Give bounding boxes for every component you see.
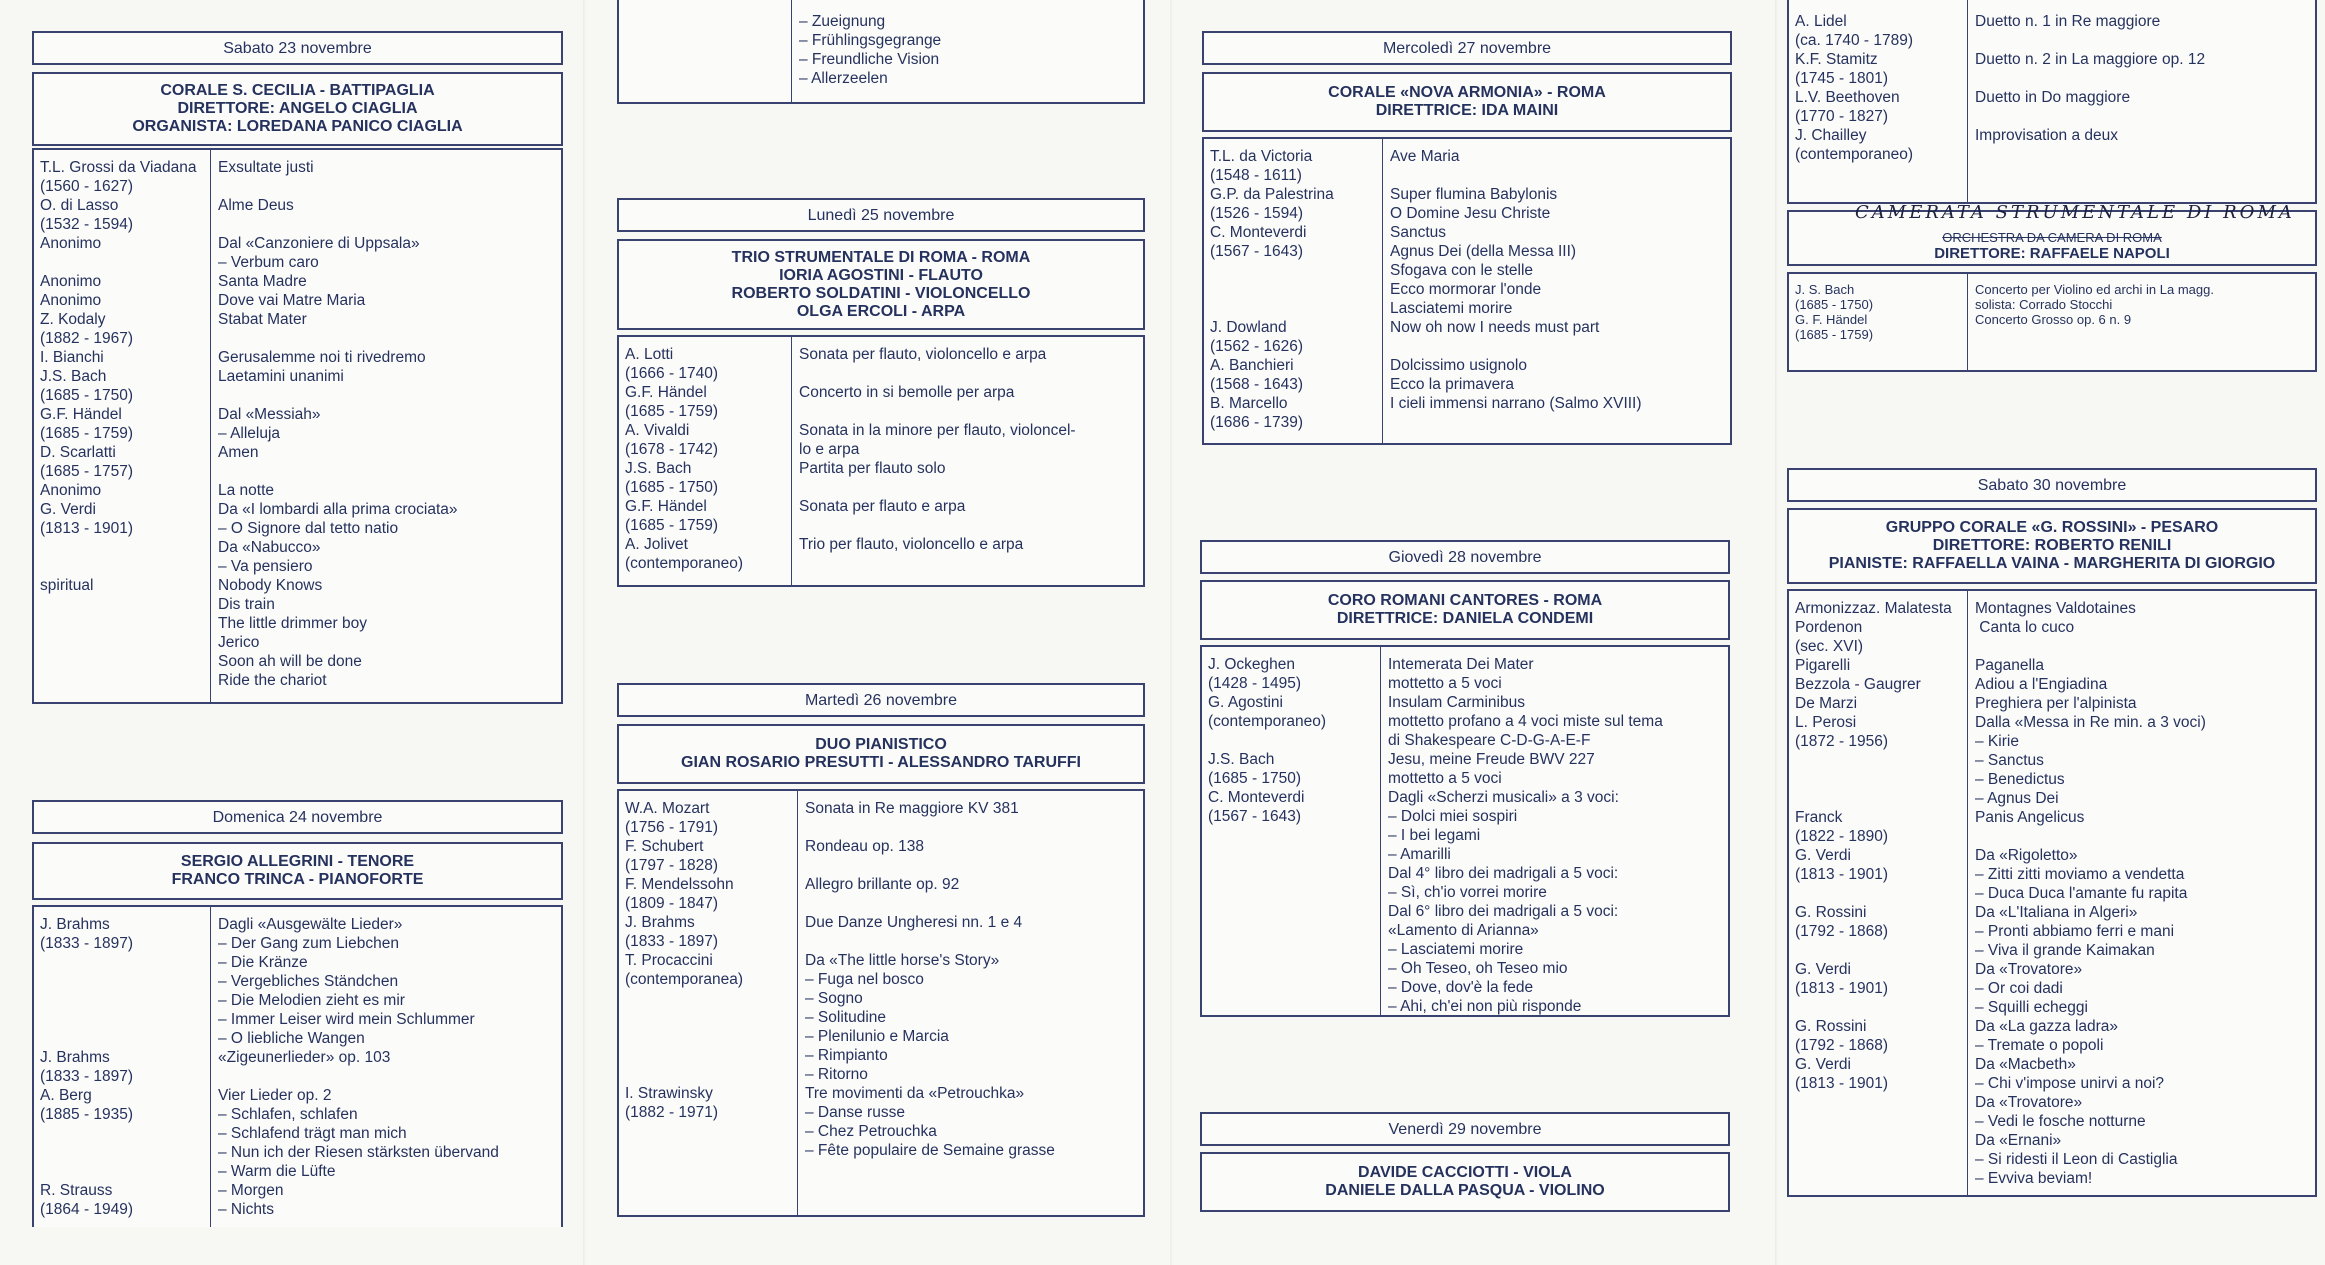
ensemble-header <box>32 72 563 146</box>
work-title: – Nun ich der Riesen stärksten übervand <box>218 1144 499 1161</box>
composer-name: G. Rossini <box>1795 904 1867 921</box>
composer-detail: (1882 - 1967) <box>40 330 134 347</box>
work-title: Vier Lieder op. 2 <box>218 1087 332 1104</box>
work-title: Dagli «Ausgewälte Lieder» <box>218 916 403 933</box>
composer-name: G. Verdi <box>40 501 96 518</box>
work-title: Panis Angelicus <box>1975 809 2085 826</box>
composer-detail: (1885 - 1935) <box>40 1106 134 1123</box>
work-title: – Tremate o popoli <box>1975 1037 2104 1054</box>
work-title: Alme Deus <box>218 197 294 214</box>
composer-name: G.P. da Palestrina <box>1210 186 1334 203</box>
composer-name: C. Monteverdi <box>1208 789 1305 806</box>
work-title: Improvisation a deux <box>1975 127 2119 144</box>
work-title: Jesu, meine Freude BWV 227 <box>1388 751 1595 768</box>
ensemble-line: DAVIDE CACCIOTTI - VIOLA <box>1358 1164 1572 1181</box>
work-title: Allegro brillante op. 92 <box>805 876 960 893</box>
column-divider <box>210 907 211 1227</box>
work-title: – Chez Petrouchka <box>805 1123 937 1140</box>
ensemble-line: CORO ROMANI CANTORES - ROMA <box>1327 592 1603 609</box>
column-divider <box>791 337 792 585</box>
composer-name: A. Lotti <box>625 346 674 363</box>
date-domenica-24: Domenica 24 novembre <box>32 800 563 834</box>
work-title: Dolcissimo usignolo <box>1390 357 1527 374</box>
program-table-continued <box>1787 0 2317 204</box>
composer-detail: (1822 - 1890) <box>1795 828 1889 845</box>
work-title: Dal 6° libro dei madrigali a 5 voci: <box>1388 903 1619 920</box>
composer-detail: (1567 - 1643) <box>1210 243 1304 260</box>
composer-detail: (1833 - 1897) <box>625 933 719 950</box>
program-table-continued <box>617 0 1145 104</box>
composer-detail: Pordenon <box>1795 619 1863 636</box>
composer-name: J. Chailley <box>1795 127 1867 144</box>
work-title: – Oh Teseo, oh Teseo mio <box>1388 960 1568 977</box>
composer-detail: (1548 - 1611) <box>1210 167 1302 184</box>
composer-detail: (1685 - 1750) <box>40 387 134 404</box>
composer-name: T. Procaccini <box>625 952 713 969</box>
work-title: Ride the chariot <box>218 672 327 689</box>
ensemble-line: ROBERTO SOLDATINI - VIOLONCELLO <box>731 284 1031 302</box>
composer-detail: (1562 - 1626) <box>1210 338 1304 355</box>
composer-name: R. Strauss <box>40 1182 113 1199</box>
column-divider <box>1967 591 1968 1195</box>
work-title: Da «Macbeth» <box>1975 1056 2076 1073</box>
work-title: – Schlafend trägt man mich <box>218 1125 407 1142</box>
composer-name: Franck <box>1795 809 1843 826</box>
program-table <box>1202 137 1732 445</box>
ensemble-line: GIAN ROSARIO PRESUTTI - ALESSANDRO TARUFFI <box>681 754 1081 771</box>
composer-name: Anonimo <box>40 235 102 252</box>
work-title: – Morgen <box>218 1182 284 1199</box>
work-title: – Benedictus <box>1975 771 2065 788</box>
work-title: – Die Kränze <box>218 954 308 971</box>
work-title: Stabat Mater <box>218 311 307 328</box>
work-title: O Domine Jesu Christe <box>1390 205 1551 222</box>
composer-name: G. Rossini <box>1795 1018 1867 1035</box>
work-title: Da «L'Italiana in Algeri» <box>1975 904 2138 921</box>
work-title: Montagnes Valdotaines <box>1975 600 2136 617</box>
work-title: – Frühlingsgegrange <box>799 32 942 49</box>
work-title: Sonata in Re maggiore KV 381 <box>805 800 1019 817</box>
work-title: Dagli «Scherzi musicali» a 3 voci: <box>1388 789 1619 806</box>
composer-name: Anonimo <box>40 292 102 309</box>
work-title: – Sogno <box>805 990 863 1007</box>
work-title: Paganella <box>1975 657 2044 674</box>
work-title: Preghiera per l'alpinista <box>1975 695 2137 712</box>
composer-detail: (1882 - 1971) <box>625 1104 719 1121</box>
work-title: Sanctus <box>1390 224 1447 241</box>
composer-name: A. Banchieri <box>1210 357 1294 374</box>
work-title: Dalla «Messa in Re min. a 3 voci) <box>1975 714 2206 731</box>
composer-detail: (1568 - 1643) <box>1210 376 1304 393</box>
work-title: – Die Melodien zieht es mir <box>218 992 405 1009</box>
date-martedi-26: Martedì 26 novembre <box>617 683 1145 717</box>
composer-name: G. Verdi <box>1795 847 1851 864</box>
composer-detail: (1685 - 1759) <box>625 403 719 420</box>
ensemble-header <box>617 724 1145 784</box>
ensemble-line: CORALE «NOVA ARMONIA» - ROMA <box>1328 84 1606 101</box>
ensemble-line: SERGIO ALLEGRINI - TENORE <box>180 853 415 870</box>
composer-detail: (1685 - 1750) <box>625 479 719 496</box>
work-title: – Immer Leiser wird mein Schlummer <box>218 1011 475 1028</box>
composer-name: G.F. Händel <box>625 384 707 401</box>
composer-detail: (1428 - 1495) <box>1208 675 1302 692</box>
composer-detail: (1685 - 1759) <box>625 517 719 534</box>
ensemble-line: DIRETTRICE: DANIELA CONDEMI <box>1336 610 1594 627</box>
work-title: – Or coi dadi <box>1975 980 2063 997</box>
work-title: Concerto in si bemolle per arpa <box>799 384 1015 401</box>
composer-name: T.L. da Victoria <box>1210 148 1313 165</box>
work-title: Da «La gazza ladra» <box>1975 1018 2119 1035</box>
work-title: – Kirie <box>1975 733 2019 750</box>
work-title: Jerico <box>218 634 260 651</box>
composer-detail: (1685 - 1759) <box>1795 327 1874 342</box>
composer-name: J.S. Bach <box>625 460 692 477</box>
composer-detail: (1685 - 1750) <box>1208 770 1302 787</box>
work-title: Dal «Messiah» <box>218 406 321 423</box>
work-title: I cieli immensi narrano (Salmo XVIII) <box>1390 395 1642 412</box>
program-table <box>32 905 563 1227</box>
ensemble-line: TRIO STRUMENTALE DI ROMA - ROMA <box>731 248 1031 266</box>
composer-detail: (1770 - 1827) <box>1795 108 1889 125</box>
work-title: Due Danze Ungheresi nn. 1 e 4 <box>805 914 1023 931</box>
work-title: – O Signore dal tetto natio <box>218 520 399 537</box>
work-title: – O liebliche Wangen <box>218 1030 365 1047</box>
composer-detail: (1797 - 1828) <box>625 857 719 874</box>
work-title: Sonata per flauto, violoncello e arpa <box>799 346 1047 363</box>
work-title: – Zitti zitti moviamo a vendetta <box>1975 866 2185 883</box>
work-title: Exsultate justi <box>218 159 314 176</box>
work-title: – Zueignung <box>799 13 886 30</box>
composer-detail: (1532 - 1594) <box>40 216 134 233</box>
composer-detail: (1809 - 1847) <box>625 895 719 912</box>
date-sabato-30: Sabato 30 novembre <box>1787 468 2317 502</box>
work-title: Da «The little horse's Story» <box>805 952 1000 969</box>
composer-name: Anonimo <box>40 273 102 290</box>
column-divider <box>210 150 211 702</box>
work-title: lo e arpa <box>799 441 860 458</box>
composer-name: F. Schubert <box>625 838 704 855</box>
composer-name: J.S. Bach <box>1208 751 1275 768</box>
ensemble-line: DUO PIANISTICO <box>815 736 947 753</box>
composer-name: G. F. Händel <box>1795 312 1868 327</box>
work-title: «Lamento di Arianna» <box>1388 922 1539 939</box>
composer-detail: (1526 - 1594) <box>1210 205 1304 222</box>
ensemble-line: DANIELE DALLA PASQUA - VIOLINO <box>1325 1182 1605 1199</box>
composer-detail: (1567 - 1643) <box>1208 808 1302 825</box>
composer-detail: (ca. 1740 - 1789) <box>1795 32 1914 49</box>
work-title: «Zigeunerlieder» op. 103 <box>218 1049 391 1066</box>
work-title: Da «I lombardi alla prima crociata» <box>218 501 458 518</box>
work-title: Da «Nabucco» <box>218 539 321 556</box>
work-title: Dove vai Matre Maria <box>218 292 366 309</box>
composer-name: L. Perosi <box>1795 714 1857 731</box>
composer-detail: (1560 - 1627) <box>40 178 134 195</box>
work-title: Duetto n. 2 in La maggiore op. 12 <box>1975 51 2206 68</box>
work-title: Dal 4° libro dei madrigali a 5 voci: <box>1388 865 1619 882</box>
composer-detail: (1792 - 1868) <box>1795 1037 1889 1054</box>
work-title: – Alleluja <box>218 425 281 442</box>
work-title: mottetto a 5 voci <box>1388 675 1502 692</box>
composer-name: J. S. Bach <box>1795 282 1855 297</box>
work-title: – Danse russe <box>805 1104 905 1121</box>
composer-name: I. Bianchi <box>40 349 104 366</box>
composer-detail: (1813 - 1901) <box>1795 980 1889 997</box>
composer-name: G. Verdi <box>1795 961 1851 978</box>
composer-detail: (1685 - 1757) <box>40 463 134 480</box>
ensemble-header <box>1200 1152 1730 1212</box>
work-title: Canta lo cuco <box>1975 619 2075 636</box>
work-title: Dal «Canzoniere di Uppsala» <box>218 235 420 252</box>
date-mercoledi-27: Mercoledì 27 novembre <box>1202 31 1732 65</box>
work-title: – Amarilli <box>1388 846 1451 863</box>
work-title: Ecco la primavera <box>1390 376 1515 393</box>
composer-detail: (contemporaneo) <box>625 555 744 572</box>
work-title: Agnus Dei (della Messa III) <box>1390 243 1577 260</box>
program-table <box>1787 589 2317 1197</box>
work-title: – I bei legami <box>1388 827 1481 844</box>
composer-name: Bezzola - Gaugrer <box>1795 676 1921 693</box>
work-title: La notte <box>218 482 275 499</box>
work-title: Adiou a l'Engiadina <box>1975 676 2108 693</box>
composer-name: J. Brahms <box>625 914 695 931</box>
composer-name: A. Lidel <box>1795 13 1847 30</box>
work-title: – Warm die Lüfte <box>218 1163 336 1180</box>
ensemble-header <box>617 239 1145 330</box>
program-table <box>617 335 1145 587</box>
work-title: – Fête populaire de Semaine grasse <box>805 1142 1055 1159</box>
work-title: Now oh now I needs must part <box>1390 319 1600 336</box>
work-title: – Va pensiero <box>218 558 313 575</box>
composer-name: G. Verdi <box>1795 1056 1851 1073</box>
composer-detail: (1666 - 1740) <box>625 365 719 382</box>
composer-name: T.L. Grossi da Viadana <box>40 159 197 176</box>
work-title: – Plenilunio e Marcia <box>805 1028 949 1045</box>
composer-name: spiritual <box>40 577 94 594</box>
ensemble-header <box>1202 72 1732 132</box>
composer-detail: (1686 - 1739) <box>1210 414 1304 431</box>
work-title: Da «Trovatore» <box>1975 961 2083 978</box>
column-divider <box>1382 139 1383 443</box>
work-title: – Vergebliches Ständchen <box>218 973 399 990</box>
composer-detail: (contemporaneo) <box>1795 146 1914 163</box>
work-title: Amen <box>218 444 259 461</box>
composer-name: C. Monteverdi <box>1210 224 1307 241</box>
composer-detail: (1792 - 1868) <box>1795 923 1889 940</box>
composer-name: J. Ockeghen <box>1208 656 1296 673</box>
ensemble-header <box>1200 580 1730 640</box>
composer-name: B. Marcello <box>1210 395 1288 412</box>
work-title: – Verbum caro <box>218 254 319 271</box>
composer-name: I. Strawinsky <box>625 1085 713 1102</box>
work-title: – Vedi le fosche notturne <box>1975 1113 2146 1130</box>
composer-name: Anonimo <box>40 482 102 499</box>
handwritten-correction: CAMERATA STRUMENTALE DI ROMA <box>1855 202 2295 223</box>
composer-detail: (contemporaneo) <box>1208 713 1327 730</box>
ensemble-header <box>32 842 563 900</box>
work-title: – Si ridesti il Leon di Castiglia <box>1975 1151 2178 1168</box>
ensemble-line: IORIA AGOSTINI - FLAUTO <box>779 266 983 284</box>
work-title: The little drimmer boy <box>218 615 368 632</box>
work-title: – Dove, dov'è la fede <box>1388 979 1534 996</box>
ensemble-line: GRUPPO CORALE «G. ROSSINI» - PESARO <box>1885 519 2219 536</box>
work-title: Soon ah will be done <box>218 653 362 670</box>
composer-detail: (1864 - 1949) <box>40 1201 134 1218</box>
work-title: – Ritorno <box>805 1066 868 1083</box>
composer-detail: (1813 - 1901) <box>1795 1075 1889 1092</box>
composer-detail: (contemporanea) <box>625 971 744 988</box>
column-divider <box>797 791 798 1215</box>
work-title: solista: Corrado Stocchi <box>1975 297 2113 312</box>
composer-name: De Marzi <box>1795 695 1858 712</box>
composer-name: J. Brahms <box>40 1049 110 1066</box>
composer-detail: (1833 - 1897) <box>40 935 134 952</box>
work-title: Partita per flauto solo <box>799 460 946 477</box>
work-title: Duetto in Do maggiore <box>1975 89 2131 106</box>
work-title: Nobody Knows <box>218 577 323 594</box>
work-title: – Squilli echeggi <box>1975 999 2088 1016</box>
composer-name: K.F. Stamitz <box>1795 51 1878 68</box>
work-title: – Der Gang zum Liebchen <box>218 935 399 952</box>
composer-name: F. Mendelssohn <box>625 876 734 893</box>
struck-orchestra-name: ORCHESTRA DA CAMERA DI ROMA <box>1942 230 2162 245</box>
work-title: Trio per flauto, violoncello e arpa <box>799 536 1024 553</box>
composer-name: G.F. Händel <box>625 498 707 515</box>
date-lunedi-25: Lunedì 25 novembre <box>617 198 1145 232</box>
work-title: Concerto per Violino ed archi in La magg. <box>1975 282 2214 297</box>
composer-detail: (1813 - 1901) <box>1795 866 1889 883</box>
program-table <box>1787 272 2317 372</box>
work-title: di Shakespeare C-D-G-A-E-F <box>1388 732 1591 749</box>
date-venerdi-29: Venerdì 29 novembre <box>1200 1112 1730 1146</box>
work-title: – Solitudine <box>805 1009 887 1026</box>
work-title: – Dolci miei sospiri <box>1388 808 1518 825</box>
composer-name: O. di Lasso <box>40 197 119 214</box>
composer-name: D. Scarlatti <box>40 444 116 461</box>
director-line: DIRETTORE: RAFFAELE NAPOLI <box>1934 245 2170 262</box>
work-title: Super flumina Babylonis <box>1390 186 1558 203</box>
composer-name: A. Jolivet <box>625 536 688 553</box>
work-title: – Nichts <box>218 1201 274 1218</box>
ensemble-line: DIRETTRICE: IDA MAINI <box>1375 102 1559 119</box>
work-title: Laetamini unanimi <box>218 368 344 385</box>
composer-name: J.S. Bach <box>40 368 107 385</box>
composer-detail: (1678 - 1742) <box>625 441 719 458</box>
program-table <box>32 148 563 704</box>
composer-detail: (1745 - 1801) <box>1795 70 1889 87</box>
work-title: Rondeau op. 138 <box>805 838 924 855</box>
work-title: Ecco mormorar l'onde <box>1390 281 1542 298</box>
column-divider <box>1967 0 1968 202</box>
work-title: – Rimpianto <box>805 1047 888 1064</box>
work-title: – Ahi, ch'ei non più risponde <box>1388 998 1582 1015</box>
work-title: Gerusalemme noi ti rivedremo <box>218 349 426 366</box>
work-title: Dis train <box>218 596 275 613</box>
date-sabato-23: Sabato 23 novembre <box>32 31 563 65</box>
work-title: Da «Rigoletto» <box>1975 847 2078 864</box>
work-title: mottetto profano a 4 voci miste sul tema <box>1388 713 1663 730</box>
work-title: – Duca Duca l'amante fu rapita <box>1975 885 2188 902</box>
work-title: – Lasciatemi morire <box>1388 941 1524 958</box>
ensemble-line: DIRETTORE: ROBERTO RENILI <box>1932 537 2172 554</box>
composer-name: Armonizzaz. Malatesta <box>1795 600 1952 617</box>
column-divider <box>1380 647 1381 1015</box>
composer-name: A. Berg <box>40 1087 92 1104</box>
work-title: mottetto a 5 voci <box>1388 770 1502 787</box>
composer-detail: (1872 - 1956) <box>1795 733 1889 750</box>
work-title: – Sanctus <box>1975 752 2044 769</box>
work-title: Insulam Carminibus <box>1388 694 1525 711</box>
composer-name: L.V. Beethoven <box>1795 89 1900 106</box>
ensemble-line: OLGA ERCOLI - ARPA <box>796 302 966 320</box>
work-title: Da «Trovatore» <box>1975 1094 2083 1111</box>
work-title: – Fuga nel bosco <box>805 971 924 988</box>
composer-detail: (1685 - 1750) <box>1795 297 1874 312</box>
ensemble-header <box>1787 508 2317 584</box>
composer-detail: (1756 - 1791) <box>625 819 719 836</box>
composer-name: G.F. Händel <box>40 406 122 423</box>
ensemble-line: ORGANISTA: LOREDANA PANICO CIAGLIA <box>132 118 463 135</box>
work-title: – Viva il grande Kaimakan <box>1975 942 2155 959</box>
work-title: – Pronti abbiamo ferri e mani <box>1975 923 2175 940</box>
work-title: Ave Maria <box>1390 148 1460 165</box>
composer-name: Z. Kodaly <box>40 311 106 328</box>
column-divider <box>1967 274 1968 370</box>
ensemble-line: DIRETTORE: ANGELO CIAGLIA <box>177 100 418 117</box>
work-title: Tre movimenti da «Petrouchka» <box>805 1085 1025 1102</box>
date-giovedi-28: Giovedì 28 novembre <box>1200 540 1730 574</box>
composer-name: G. Agostini <box>1208 694 1283 711</box>
work-title: – Evviva beviam! <box>1975 1170 2093 1187</box>
composer-name: J. Brahms <box>40 916 110 933</box>
composer-name: Pigarelli <box>1795 657 1851 674</box>
work-title: – Allerzeelen <box>799 70 888 87</box>
work-title: Sfogava con le stelle <box>1390 262 1534 279</box>
composer-name: A. Vivaldi <box>625 422 690 439</box>
ensemble-line: FRANCO TRINCA - PIANOFORTE <box>171 871 424 888</box>
composer-detail: (1685 - 1759) <box>40 425 134 442</box>
ensemble-line: CORALE S. CECILIA - BATTIPAGLIA <box>160 82 435 99</box>
composer-detail: (sec. XVI) <box>1795 638 1864 655</box>
work-title: – Schlafen, schlafen <box>218 1106 358 1123</box>
composer-detail: (1813 - 1901) <box>40 520 134 537</box>
work-title: Santa Madre <box>218 273 307 290</box>
work-title: Intemerata Dei Mater <box>1388 656 1534 673</box>
work-title: – Freundliche Vision <box>799 51 940 68</box>
composer-name: W.A. Mozart <box>625 800 710 817</box>
composer-detail: (1833 - 1897) <box>40 1068 134 1085</box>
program-table <box>1200 645 1730 1017</box>
composer-name: J. Dowland <box>1210 319 1287 336</box>
work-title: Sonata per flauto e arpa <box>799 498 966 515</box>
work-title: Da «Ernani» <box>1975 1132 2062 1149</box>
work-title: – Chi v'impose unirvi a noi? <box>1975 1075 2165 1092</box>
work-title: Duetto n. 1 in Re maggiore <box>1975 13 2161 30</box>
work-title: – Sì, ch'io vorrei morire <box>1388 884 1547 901</box>
work-title: Lasciatemi morire <box>1390 300 1513 317</box>
program-table <box>617 789 1145 1217</box>
work-title: Sonata in la minore per flauto, violoncel- <box>799 422 1076 439</box>
ensemble-line: PIANISTE: RAFFAELLA VAINA - MARGHERITA DI GIORGIO <box>1828 555 2276 572</box>
column-divider <box>791 0 792 102</box>
work-title: Concerto Grosso op. 6 n. 9 <box>1975 312 2132 327</box>
work-title: – Agnus Dei <box>1975 790 2059 807</box>
